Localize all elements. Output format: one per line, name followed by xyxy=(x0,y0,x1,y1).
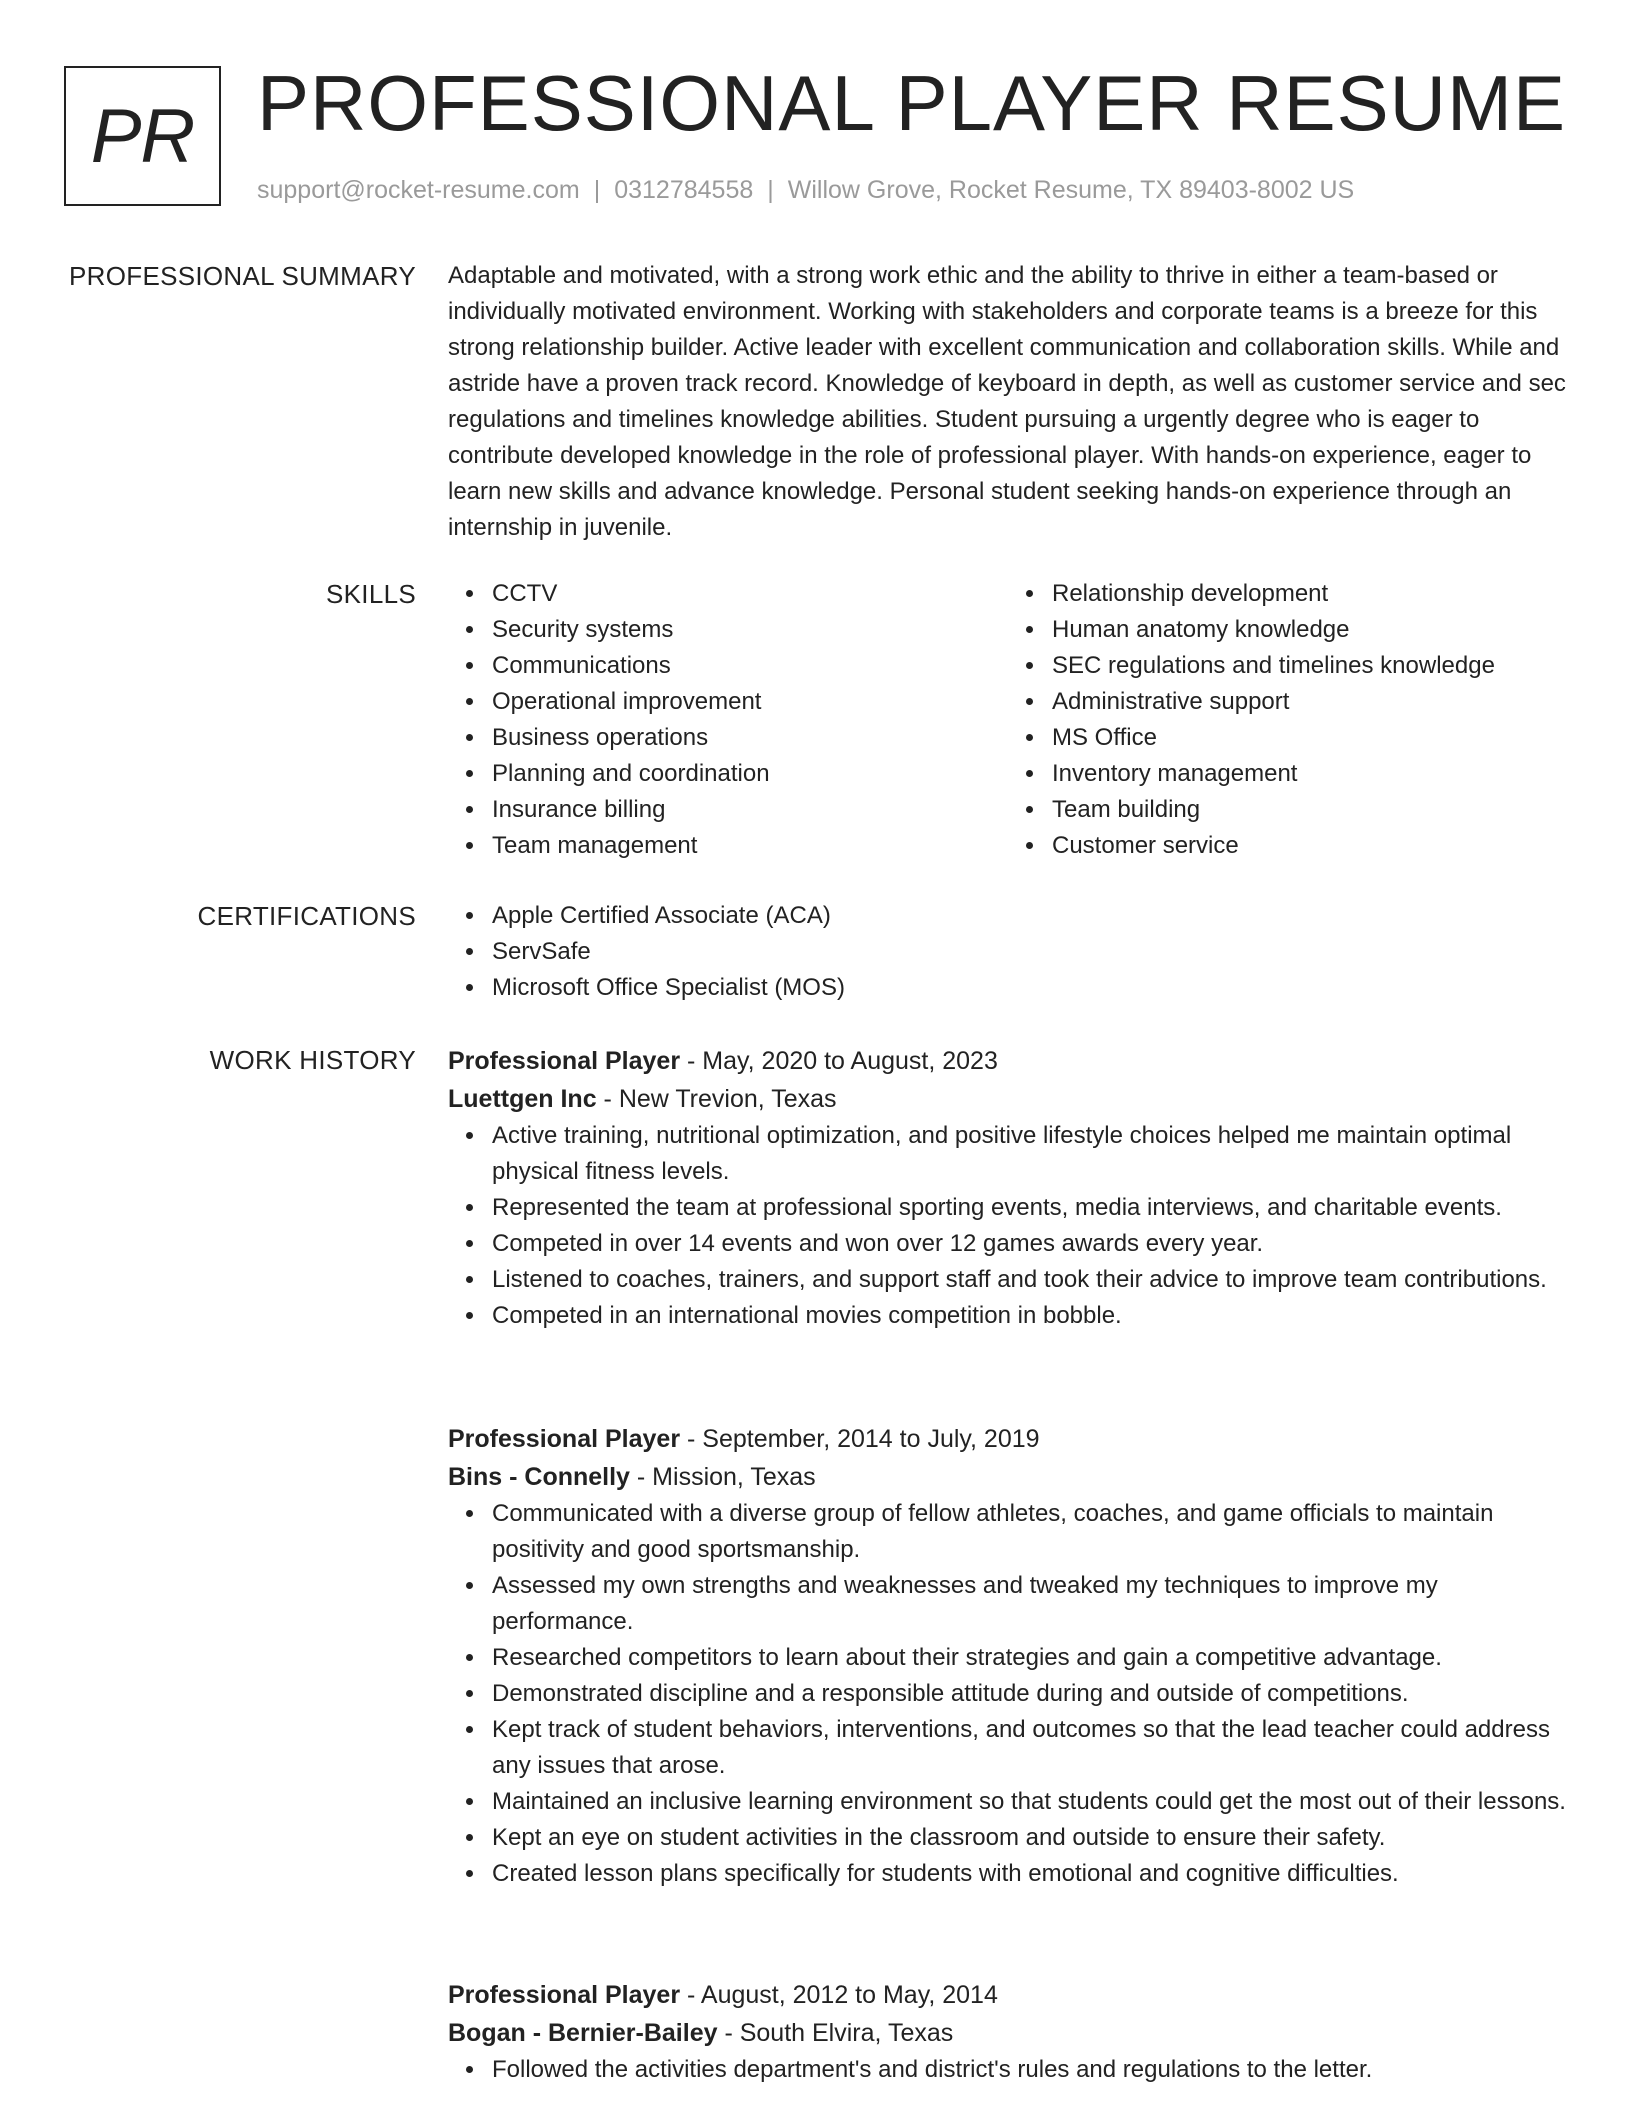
skill-item: Relationship development xyxy=(1052,576,1568,612)
job-bullet: Researched competitors to learn about their strategies and gain a competitive advantage. xyxy=(492,1640,1568,1676)
job-bullets xyxy=(448,1496,1568,1892)
job-title: Professional Player xyxy=(448,1047,681,1075)
skill-item: Customer service xyxy=(1052,828,1568,864)
summary-text: Adaptable and motivated, with a strong work ethic and the ability to thrive in either a team-based or individually motivated environment. Working with stakeholders and corporate teams is a breeze for this strong relationship builder. Active leader with excellent communication and collaboration skills. While and astride have a proven track record. Knowledge of keyboard in depth, as well as customer service and sec regulations and timelines knowledge abilities. Student pursuing a urgently degree who is eager to contribute developed knowledge in the role of professional player. With hands-on experience, eager to learn new skills and advance knowledge. Personal student seeking hands-on experience through an internship in juvenile. xyxy=(448,262,1566,541)
job-bullet: Active training, nutritional optimization, and positive lifestyle choices helped me maintain optimal physical fitness levels. xyxy=(492,1118,1568,1190)
job-location: - New Trevion, Texas xyxy=(596,1085,837,1113)
job-bullet: Listened to coaches, trainers, and support staff and took their advice to improve team contributions. xyxy=(492,1262,1568,1298)
certification-item: Microsoft Office Specialist (MOS) xyxy=(492,970,1568,1006)
job-bullet: Maintained an inclusive learning environment so that students could get the most out of their lessons. xyxy=(492,1784,1568,1820)
certifications-body xyxy=(448,898,1568,1006)
contact-email[interactable]: support@rocket-resume.com xyxy=(257,176,580,204)
job-location: - South Elvira, Texas xyxy=(717,2019,954,2047)
certification-item: Apple Certified Associate (ACA) xyxy=(492,898,1568,934)
job-company: Bogan - Bernier-Bailey xyxy=(448,2019,718,2047)
skill-item: Human anatomy knowledge xyxy=(1052,612,1568,648)
job-location: - Mission, Texas xyxy=(629,1463,816,1491)
job-bullet: Demonstrated discipline and a responsible attitude during and outside of competitions. xyxy=(492,1676,1568,1712)
skills-list-right xyxy=(1008,576,1568,864)
job-bullet: Competed in an international movies competition in bobble. xyxy=(492,1298,1568,1334)
skill-item: Team building xyxy=(1052,792,1568,828)
job-bullets xyxy=(448,2052,1568,2088)
skills-columns xyxy=(448,576,1568,864)
skill-item: SEC regulations and timelines knowledge xyxy=(1052,648,1568,684)
job-title-line xyxy=(448,1976,1568,2014)
job-dates: - September, 2014 to July, 2019 xyxy=(680,1425,1040,1453)
job-entry xyxy=(448,1976,1568,2088)
job-title-line xyxy=(448,1420,1568,1458)
skill-item: Team management xyxy=(492,828,1008,864)
skill-item: Business operations xyxy=(492,720,1008,756)
job-bullet: Kept track of student behaviors, interventions, and outcomes so that the lead teacher could address any issues that arose. xyxy=(492,1712,1568,1784)
job-bullet: Communicated with a diverse group of fellow athletes, coaches, and game officials to maintain positivity and good sportsmanship. xyxy=(492,1496,1568,1568)
skill-item: Insurance billing xyxy=(492,792,1008,828)
monogram-logo: PR xyxy=(64,66,221,206)
job-bullet: Assessed my own strengths and weaknesses and tweaked my techniques to improve my performance. xyxy=(492,1568,1568,1640)
job-title-line xyxy=(448,1042,1568,1080)
skills-list-left xyxy=(448,576,1008,864)
job-dates: - May, 2020 to August, 2023 xyxy=(680,1047,998,1075)
job-dates: - August, 2012 to May, 2014 xyxy=(680,1981,998,2009)
skill-item: Inventory management xyxy=(1052,756,1568,792)
skill-item: MS Office xyxy=(1052,720,1568,756)
job-bullet: Represented the team at professional sporting events, media interviews, and charitable events. xyxy=(492,1190,1568,1226)
certification-item: ServSafe xyxy=(492,934,1568,970)
job-company-line xyxy=(448,1458,1568,1496)
work-history-label: WORK HISTORY xyxy=(209,1045,416,1075)
job-bullet: Created lesson plans specifically for students with emotional and cognitive difficulties. xyxy=(492,1856,1568,1892)
job-bullet: Kept an eye on student activities in the classroom and outside to ensure their safety. xyxy=(492,1820,1568,1856)
contact-phone[interactable]: 0312784558 xyxy=(614,176,754,204)
contact-address: Willow Grove, Rocket Resume, TX 89403-8002 US xyxy=(787,176,1355,204)
job-company: Luettgen Inc xyxy=(448,1085,597,1113)
skill-item: Planning and coordination xyxy=(492,756,1008,792)
contact-separator: | xyxy=(767,176,774,204)
skill-item: Communications xyxy=(492,648,1008,684)
contact-line xyxy=(257,176,1354,205)
skill-item: Operational improvement xyxy=(492,684,1008,720)
job-entry xyxy=(448,1420,1568,1976)
job-title: Professional Player xyxy=(448,1981,681,2009)
certifications-label: CERTIFICATIONS xyxy=(197,901,416,931)
job-bullet: Competed in over 14 events and won over 12 games awards every year. xyxy=(492,1226,1568,1262)
skill-item: Security systems xyxy=(492,612,1008,648)
job-company: Bins - Connelly xyxy=(448,1463,630,1491)
certifications-list xyxy=(448,898,1568,1006)
skill-item: CCTV xyxy=(492,576,1008,612)
work-history-body xyxy=(448,1042,1568,2088)
job-bullet: Followed the activities department's and district's rules and regulations to the letter. xyxy=(492,2052,1568,2088)
summary-label: PROFESSIONAL SUMMARY xyxy=(69,261,416,291)
job-bullets xyxy=(448,1118,1568,1334)
job-company-line xyxy=(448,1080,1568,1118)
resume-title: PROFESSIONAL PLAYER RESUME xyxy=(257,59,1567,147)
contact-separator: | xyxy=(593,176,601,204)
skill-item: Administrative support xyxy=(1052,684,1568,720)
job-entry xyxy=(448,1042,1568,1420)
skills-label: SKILLS xyxy=(326,579,416,609)
job-company-line xyxy=(448,2014,1568,2052)
job-title: Professional Player xyxy=(448,1425,681,1453)
